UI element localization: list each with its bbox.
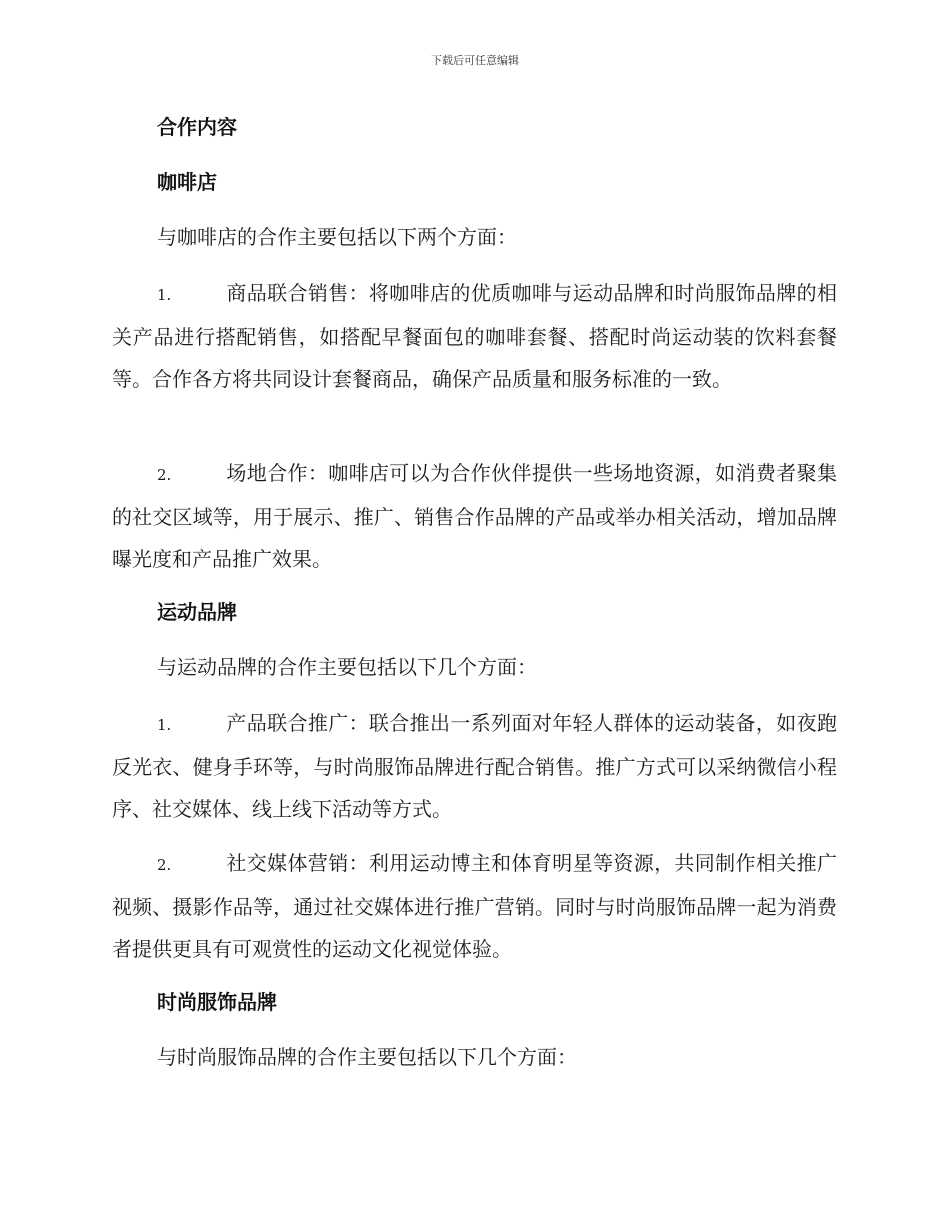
list-number: 2.: [157, 466, 172, 484]
list-item-text: 商品联合销售：将咖啡店的优质咖啡与运动品牌和时尚服饰品牌的相关产品进行搭配销售，如搭配早餐面包的咖啡套餐、搭配时尚运动装的饮料套餐等。合作各方将共同设计套餐商品，确保产品质量和服务标准的一致。: [112, 281, 837, 391]
section-heading-fashion-brand: 时尚服饰品牌: [157, 990, 277, 1014]
coffee-shop-intro: 与咖啡店的合作主要包括以下两个方面：: [157, 225, 517, 249]
list-item-text: 产品联合推广：联合推出一系列面对年轻人群体的运动装备，如夜跑反光衣、健身手环等，与时尚服饰品牌进行配合销售。推广方式可以采纳微信小程序、社交媒体、线上线下活动等方式。: [112, 711, 837, 821]
fashion-brand-intro: 与时尚服饰品牌的合作主要包括以下几个方面：: [157, 1045, 577, 1069]
section-heading-sports-brand: 运动品牌: [157, 600, 237, 624]
coffee-shop-item-2: [112, 452, 837, 580]
page-header: 下载后可任意编辑: [431, 54, 519, 67]
list-item-text: 社交媒体营销：利用运动博主和体育明星等资源，共同制作相关推广视频、摄影作品等，通过社交媒体进行推广营销。同时与时尚服饰品牌一起为消费者提供更具有可观赏性的运动文化视觉体验。: [112, 851, 837, 961]
list-number: 2.: [157, 856, 172, 874]
list-number: 1.: [157, 286, 172, 304]
section-heading-coffee-shop: 咖啡店: [157, 170, 217, 194]
coffee-shop-item-1: [112, 272, 837, 400]
sports-brand-item-2: [112, 842, 837, 970]
list-number: 1.: [157, 716, 172, 734]
list-item-text: 场地合作：咖啡店可以为合作伙伴提供一些场地资源，如消费者聚集的社交区域等，用于展示、推广、销售合作品牌的产品或举办相关活动，增加品牌曝光度和产品推广效果。: [112, 461, 837, 571]
sports-brand-intro: 与运动品牌的合作主要包括以下几个方面：: [157, 655, 537, 679]
sports-brand-item-1: [112, 702, 837, 830]
section-heading-cooperation: 合作内容: [157, 115, 237, 139]
